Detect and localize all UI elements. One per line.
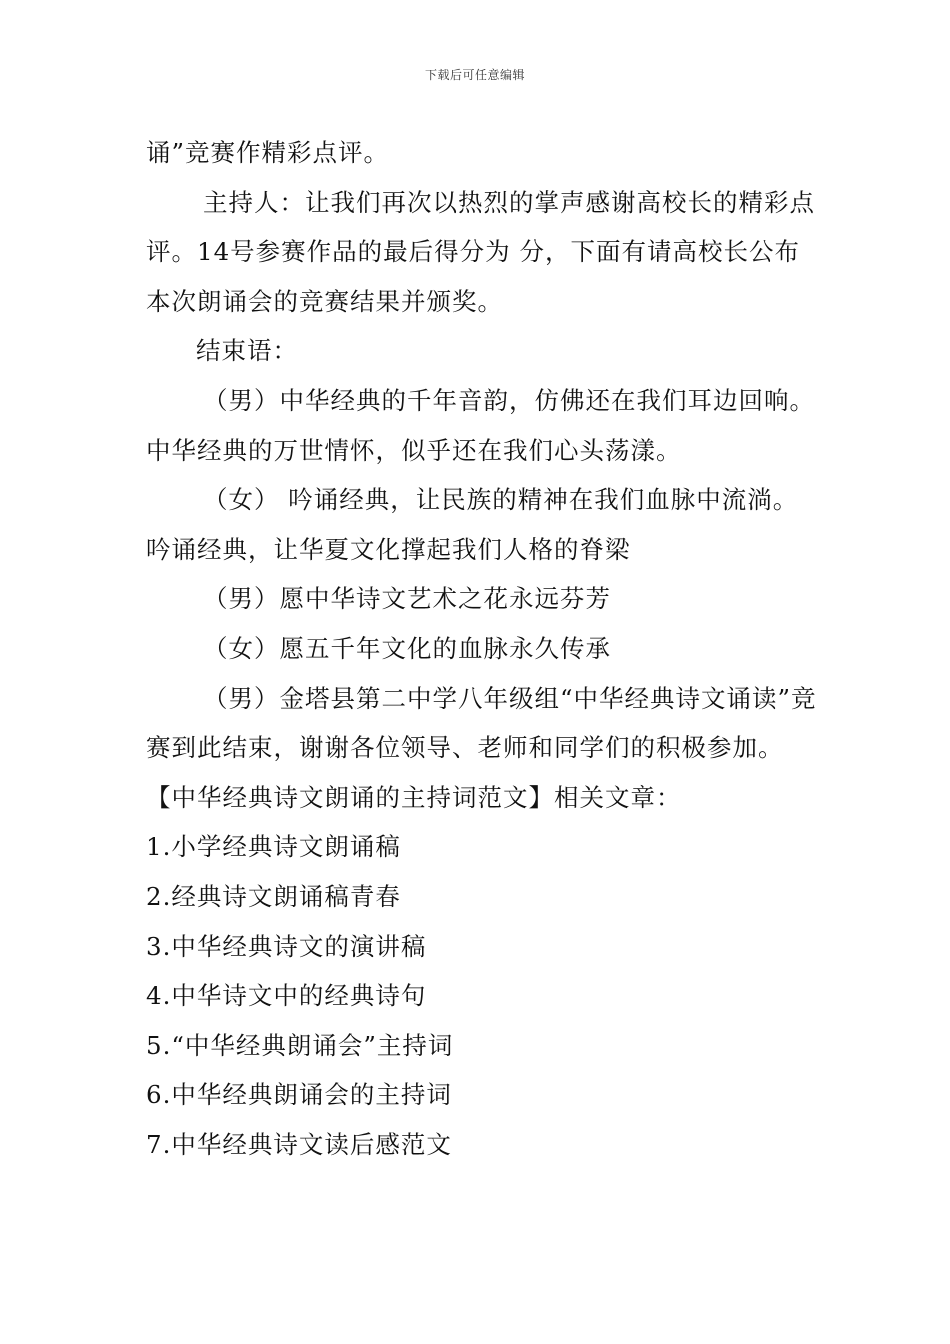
document-body	[146, 128, 818, 1169]
related-article-link[interactable]: 5.“中华经典朗诵会”主持词	[146, 1030, 454, 1060]
paragraph-female-1: （女） 吟诵经典，让民族的精神在我们血脉中流淌。吟诵经典，让华夏文化撑起我们人格的脊梁	[146, 485, 799, 564]
paragraph-male-3: （男）金塔县第二中学八年级组“中华经典诗文诵读”竞赛到此结束，谢谢各位领导、老师和同学们的积极参加。	[146, 683, 817, 763]
related-article-link[interactable]: 7.中华经典诗文读后感范文	[146, 1129, 452, 1159]
paragraph-host-remark: 主持人：让我们再次以热烈的掌声感谢高校长的精彩点评。14号参赛作品的最后得分为 分，下面有请高校长公布本次朗诵会的竞赛结果并颁奖。	[146, 187, 815, 316]
related-article-link[interactable]: 4.中华诗文中的经典诗句	[146, 981, 427, 1011]
related-article-link[interactable]: 1.小学经典诗文朗诵稿	[146, 832, 401, 862]
paragraph-male-2: （男）愿中华诗文艺术之花永远芬芳	[203, 584, 611, 614]
related-article-link[interactable]: 2.经典诗文朗诵稿青春	[146, 881, 401, 911]
paragraph-female-2: （女）愿五千年文化的血脉永久传承	[203, 633, 611, 663]
page-header: 下载后可任意编辑	[424, 68, 525, 82]
related-articles-heading: 【中华经典诗文朗诵的主持词范文】相关文章：	[146, 782, 682, 812]
paragraph-continuation: 诵”竞赛作精彩点评。	[146, 138, 390, 167]
related-article-link[interactable]: 3.中华经典诗文的演讲稿	[146, 931, 427, 961]
paragraph-closing-heading: 结束语：	[196, 336, 298, 366]
related-article-link[interactable]: 6.中华经典朗诵会的主持词	[146, 1080, 452, 1110]
paragraph-male-1: （男）中华经典的千年音韵，仿佛还在我们耳边回响。中华经典的万世情怀，似乎还在我们心头荡漾。	[146, 385, 815, 465]
